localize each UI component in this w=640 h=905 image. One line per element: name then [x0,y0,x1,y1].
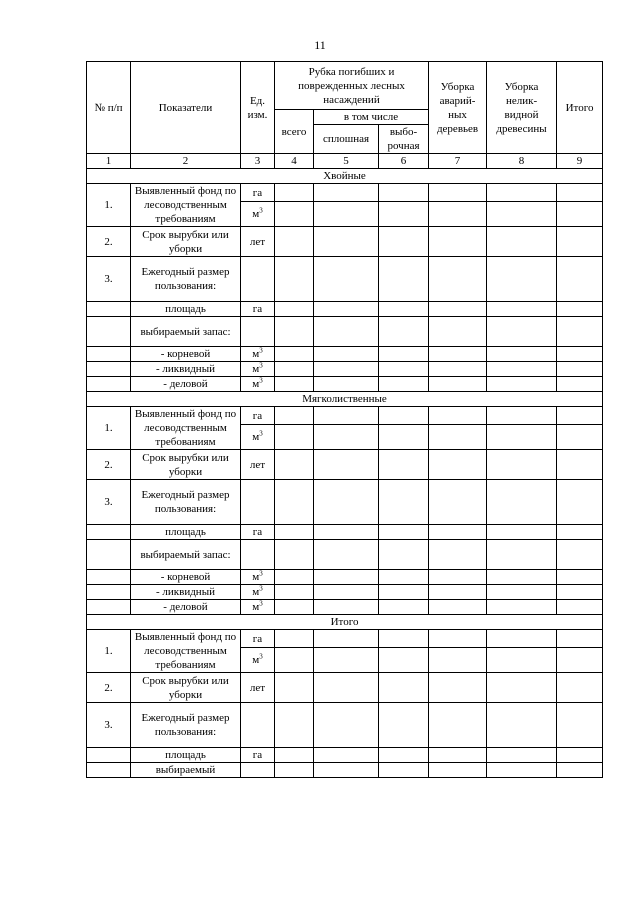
unit-cell [241,600,275,615]
column-number: 3 [241,154,275,169]
value-cell [429,362,487,377]
value-cell [487,407,557,425]
value-cell [275,347,314,362]
value-cell [314,600,379,615]
row-label: Ежегодный размер пользования: [131,480,241,525]
value-cell [379,317,429,347]
value-cell [314,450,379,480]
value-cell [487,763,557,778]
unit-text: лет [249,681,266,694]
value-cell [379,377,429,392]
column-number: 8 [487,154,557,169]
unit-cell [241,362,275,377]
value-cell [429,407,487,425]
table-row [87,540,603,570]
row-number [87,570,131,585]
header-indicators: Показатели [131,62,241,154]
value-cell [429,202,487,227]
header-selective: выбо-рочная [379,125,429,154]
value-cell [314,748,379,763]
page-number: 11 [314,38,326,52]
value-cell [275,525,314,540]
value-cell [379,407,429,425]
value-cell [557,648,603,673]
unit-cell [241,648,275,673]
header-emergency: Уборка аварий-ных деревьев [429,62,487,154]
table-row [87,630,603,648]
table-row [87,407,603,425]
value-cell [314,703,379,748]
value-cell [314,570,379,585]
section-row [87,169,603,184]
value-cell [429,525,487,540]
value-cell [314,763,379,778]
unit-cell [241,347,275,362]
unit-text: лет [249,458,266,471]
row-label: площадь [131,748,241,763]
unit-superscript: 3 [259,584,263,593]
unit-cell [241,585,275,600]
value-cell [275,585,314,600]
value-cell [429,184,487,202]
value-cell [557,630,603,648]
section-title: Мягколиственные [87,392,603,407]
row-label: Выявленный фонд по лесоводственным требованиям [131,184,241,227]
value-cell [557,407,603,425]
unit-text: м [252,431,260,444]
value-cell [487,480,557,525]
row-number: 3. [87,480,131,525]
value-cell [275,540,314,570]
unit-cell [241,570,275,585]
unit-cell [241,703,275,748]
value-cell [557,600,603,615]
value-cell [275,317,314,347]
row-number [87,525,131,540]
value-cell [275,630,314,648]
value-cell [314,377,379,392]
value-cell [314,317,379,347]
row-label: Срок вырубки или уборки [131,450,241,480]
value-cell [379,585,429,600]
row-number [87,377,131,392]
value-cell [487,673,557,703]
header-total: всего [275,110,314,154]
column-number: 9 [557,154,603,169]
table-row [87,748,603,763]
value-cell [557,425,603,450]
value-cell [379,703,429,748]
row-number: 2. [87,673,131,703]
value-cell [487,540,557,570]
table-row [87,227,603,257]
table-row [87,525,603,540]
value-cell [487,362,557,377]
value-cell [557,450,603,480]
value-cell [429,317,487,347]
row-label: Срок вырубки или уборки [131,673,241,703]
value-cell [429,302,487,317]
value-cell [429,585,487,600]
value-cell [429,570,487,585]
unit-cell [241,302,275,317]
unit-cell [241,227,275,257]
value-cell [557,362,603,377]
table-row [87,302,603,317]
unit-text: га [252,409,263,422]
value-cell [429,648,487,673]
row-number: 1. [87,407,131,450]
table-row [87,317,603,347]
value-cell [275,570,314,585]
value-cell [379,480,429,525]
value-cell [487,525,557,540]
value-cell [379,570,429,585]
row-number: 2. [87,450,131,480]
value-cell [379,347,429,362]
value-cell [379,227,429,257]
row-label: - корневой [131,570,241,585]
value-cell [429,480,487,525]
row-label: выбираемый [131,763,241,778]
value-cell [487,227,557,257]
row-label: Срок вырубки или уборки [131,227,241,257]
table-row [87,673,603,703]
header-result: Итого [557,62,603,154]
value-cell [379,450,429,480]
unit-text: м [252,571,260,583]
value-cell [379,362,429,377]
unit-cell [241,748,275,763]
value-cell [314,648,379,673]
value-cell [487,450,557,480]
row-number [87,600,131,615]
value-cell [487,570,557,585]
value-cell [487,347,557,362]
table-row [87,347,603,362]
value-cell [314,425,379,450]
value-cell [314,480,379,525]
table-row [87,450,603,480]
value-cell [557,227,603,257]
unit-text: лет [249,235,266,248]
unit-cell [241,673,275,703]
row-label: - ликвидный [131,585,241,600]
unit-text: м [252,363,260,375]
table-row [87,763,603,778]
value-cell [557,570,603,585]
value-cell [487,748,557,763]
unit-cell [241,763,275,778]
row-label: Выявленный фонд по лесоводственным требованиям [131,407,241,450]
value-cell [487,703,557,748]
section-title: Хвойные [87,169,603,184]
header-felling-group: Рубка погибших и поврежденных лесных насаждений [275,62,429,110]
value-cell [487,377,557,392]
row-number [87,763,131,778]
value-cell [314,362,379,377]
header-row-1 [87,62,603,110]
value-cell [275,425,314,450]
unit-superscript: 3 [259,429,263,438]
unit-cell [241,202,275,227]
value-cell [487,585,557,600]
unit-cell [241,317,275,347]
unit-cell [241,540,275,570]
unit-superscript: 3 [259,361,263,370]
unit-text: га [252,632,263,645]
value-cell [314,525,379,540]
value-cell [557,585,603,600]
value-cell [557,184,603,202]
value-cell [379,202,429,227]
section-row [87,392,603,407]
row-number [87,317,131,347]
value-cell [379,648,429,673]
value-cell [379,525,429,540]
row-number: 3. [87,703,131,748]
value-cell [557,257,603,302]
value-cell [557,302,603,317]
unit-text: м [252,586,260,598]
value-cell [314,585,379,600]
value-cell [487,184,557,202]
value-cell [314,540,379,570]
value-cell [429,227,487,257]
value-cell [557,525,603,540]
value-cell [275,480,314,525]
unit-cell [241,525,275,540]
value-cell [557,703,603,748]
table-row [87,257,603,302]
value-cell [557,377,603,392]
table-row [87,377,603,392]
value-cell [557,673,603,703]
table-row [87,585,603,600]
row-label: Ежегодный размер пользования: [131,703,241,748]
column-number: 6 [379,154,429,169]
value-cell [487,257,557,302]
value-cell [275,763,314,778]
value-cell [314,673,379,703]
value-cell [275,407,314,425]
row-number: 3. [87,257,131,302]
value-cell [275,184,314,202]
table-row [87,570,603,585]
value-cell [557,540,603,570]
section-row [87,615,603,630]
row-label: площадь [131,525,241,540]
value-cell [429,703,487,748]
unit-text: га [252,186,263,199]
value-cell [429,673,487,703]
unit-cell [241,630,275,648]
unit-superscript: 3 [259,569,263,578]
row-label: выбираемый запас: [131,317,241,347]
unit-cell [241,450,275,480]
unit-cell [241,407,275,425]
value-cell [487,202,557,227]
row-number: 1. [87,184,131,227]
unit-text: га [252,749,263,761]
unit-superscript: 3 [259,346,263,355]
row-number: 1. [87,630,131,673]
row-label: площадь [131,302,241,317]
value-cell [275,600,314,615]
value-cell [429,257,487,302]
value-cell [275,227,314,257]
value-cell [314,227,379,257]
row-label: - корневой [131,347,241,362]
value-cell [314,630,379,648]
header-including: в том числе [314,110,429,125]
table-row [87,480,603,525]
value-cell [557,317,603,347]
unit-text: га [252,526,263,538]
row-number: 2. [87,227,131,257]
value-cell [487,648,557,673]
row-label: выбираемый запас: [131,540,241,570]
unit-text: м [252,208,260,221]
header-clear: сплошная [314,125,379,154]
value-cell [275,703,314,748]
value-cell [429,763,487,778]
unit-text: га [252,303,263,315]
unit-text: м [252,601,260,613]
value-cell [429,450,487,480]
value-cell [379,748,429,763]
value-cell [275,202,314,227]
value-cell [557,763,603,778]
value-cell [314,184,379,202]
value-cell [275,362,314,377]
value-cell [379,425,429,450]
table-row [87,703,603,748]
row-number [87,347,131,362]
value-cell [275,648,314,673]
unit-cell [241,480,275,525]
value-cell [557,347,603,362]
value-cell [314,202,379,227]
column-number: 4 [275,154,314,169]
value-cell [314,302,379,317]
forest-use-table [86,61,603,778]
unit-text: м [252,348,260,360]
unit-superscript: 3 [259,376,263,385]
value-cell [557,748,603,763]
value-cell [429,630,487,648]
header-illiquid: Уборка нелик-видной древесины [487,62,557,154]
value-cell [429,425,487,450]
column-number-row [87,154,603,169]
unit-superscript: 3 [259,652,263,661]
value-cell [379,673,429,703]
table-row [87,184,603,202]
value-cell [379,257,429,302]
value-cell [314,257,379,302]
value-cell [487,600,557,615]
row-label: Ежегодный размер пользования: [131,257,241,302]
value-cell [429,600,487,615]
section-title: Итого [87,615,603,630]
unit-cell [241,257,275,302]
value-cell [379,184,429,202]
value-cell [379,540,429,570]
value-cell [557,480,603,525]
value-cell [314,347,379,362]
value-cell [379,763,429,778]
unit-cell [241,425,275,450]
column-number: 5 [314,154,379,169]
column-number: 2 [131,154,241,169]
value-cell [275,673,314,703]
value-cell [429,377,487,392]
value-cell [275,257,314,302]
value-cell [429,540,487,570]
header-unit: Ед. изм. [241,62,275,154]
column-number: 1 [87,154,131,169]
row-label: - деловой [131,377,241,392]
table-row [87,362,603,377]
value-cell [379,600,429,615]
unit-superscript: 3 [259,206,263,215]
row-number [87,748,131,763]
value-cell [429,748,487,763]
value-cell [487,317,557,347]
value-cell [429,347,487,362]
table-body [87,62,603,778]
row-number [87,302,131,317]
value-cell [557,202,603,227]
unit-text: м [252,654,260,667]
header-num: № п/п [87,62,131,154]
value-cell [275,748,314,763]
value-cell [275,377,314,392]
unit-cell [241,184,275,202]
row-label: - ликвидный [131,362,241,377]
value-cell [487,425,557,450]
unit-text: м [252,378,260,390]
value-cell [487,302,557,317]
value-cell [275,302,314,317]
row-label: - деловой [131,600,241,615]
row-label: Выявленный фонд по лесоводственным требованиям [131,630,241,673]
row-number [87,585,131,600]
value-cell [379,302,429,317]
row-number [87,362,131,377]
value-cell [314,407,379,425]
row-number [87,540,131,570]
table-row [87,600,603,615]
unit-cell [241,377,275,392]
value-cell [275,450,314,480]
column-number: 7 [429,154,487,169]
unit-superscript: 3 [259,599,263,608]
value-cell [379,630,429,648]
value-cell [487,630,557,648]
